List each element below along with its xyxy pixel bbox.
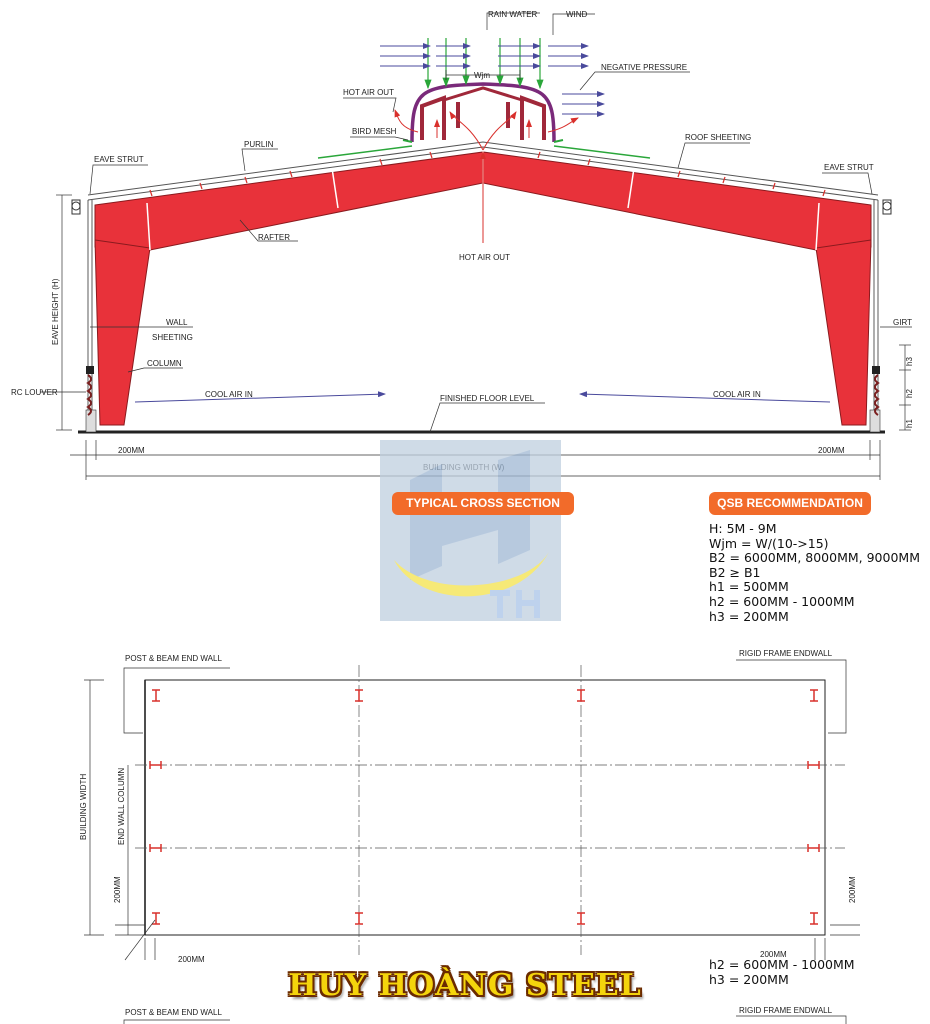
plan-label-200mm-bottom: 200MM <box>178 955 205 964</box>
rec-line: h3 = 200MM <box>709 608 789 624</box>
plan-label-200mm-bottom-right: 200MM <box>760 950 787 959</box>
label-wind: WIND <box>566 10 588 19</box>
column-left <box>95 240 150 425</box>
label-wjm: Wjm <box>474 71 490 80</box>
rec-line: h2 = 600MM - 1000MM <box>709 593 855 609</box>
plan-label-end-wall-column: END WALL COLUMN <box>117 767 126 845</box>
htc-watermark-logo <box>380 440 561 621</box>
rec-line: B2 ≥ B1 <box>709 564 761 580</box>
rec-line: Wjm = W/(10->15) <box>709 535 829 551</box>
brand-title: HUY HOÀNG STEEL <box>288 968 642 1003</box>
label-finished-floor-level: FINISHED FLOOR LEVEL <box>440 394 535 403</box>
label-negative-pressure: NEGATIVE PRESSURE <box>601 63 688 72</box>
label-eave-strut-left: EAVE STRUT <box>94 155 144 164</box>
repeat-label-post-beam: POST & BEAM END WALL <box>125 1008 222 1017</box>
label-hot-air-out-center: HOT AIR OUT <box>459 253 510 262</box>
label-200mm-right: 200MM <box>818 446 845 455</box>
rec-line: h1 = 500MM <box>709 579 789 595</box>
label-rain-water: RAIN WATER <box>488 10 538 19</box>
label-sheeting: SHEETING <box>152 333 193 342</box>
label-wall: WALL <box>166 318 188 327</box>
label-h2: h2 <box>905 389 914 398</box>
rec-line: h2 = 600MM - 1000MM <box>709 957 855 972</box>
plan-label-200mm-right: 200MM <box>848 876 857 903</box>
label-200mm-left: 200MM <box>118 446 145 455</box>
label-roof-sheeting: ROOF SHEETING <box>685 133 752 142</box>
typical-cross-section-badge: TYPICAL CROSS SECTION <box>392 492 574 515</box>
label-girt: GIRT <box>893 318 912 327</box>
rafter-right <box>483 152 871 250</box>
label-purlin: PURLIN <box>244 140 274 149</box>
plan-label-rigid-frame: RIGID FRAME ENDWALL <box>739 649 833 658</box>
label-h3: h3 <box>905 357 914 366</box>
repeat-label-rigid-frame: RIGID FRAME ENDWALL <box>739 1006 833 1015</box>
label-rafter: RAFTER <box>258 233 290 242</box>
label-eave-height: EAVE HEIGHT (H) <box>51 278 60 345</box>
label-eave-strut-right: EAVE STRUT <box>824 163 874 172</box>
recommendation-list <box>709 522 920 624</box>
label-column: COLUMN <box>147 359 182 368</box>
rec-line: H: 5M - 9M <box>709 521 777 536</box>
qsb-recommendation-badge: QSB RECOMMENDATION <box>709 492 871 515</box>
label-cool-air-in-right: COOL AIR IN <box>713 390 761 399</box>
column-right <box>816 240 871 425</box>
plan-label-200mm-left: 200MM <box>113 876 122 903</box>
plan-label-post-beam: POST & BEAM END WALL <box>125 654 222 663</box>
label-rc-louver: RC LOUVER <box>11 388 58 397</box>
label-hot-air-out-top: HOT AIR OUT <box>343 88 394 97</box>
label-bird-mesh: BIRD MESH <box>352 127 397 136</box>
label-h1: h1 <box>905 419 914 428</box>
rec-line: h3 = 200MM <box>709 971 789 987</box>
label-cool-air-in-left: COOL AIR IN <box>205 390 253 399</box>
rec-line: B2 = 6000MM, 8000MM, 9000MM <box>709 550 920 566</box>
ridge-ventilator <box>403 84 563 142</box>
plan-label-building-width: BUILDING WIDTH <box>79 773 88 840</box>
